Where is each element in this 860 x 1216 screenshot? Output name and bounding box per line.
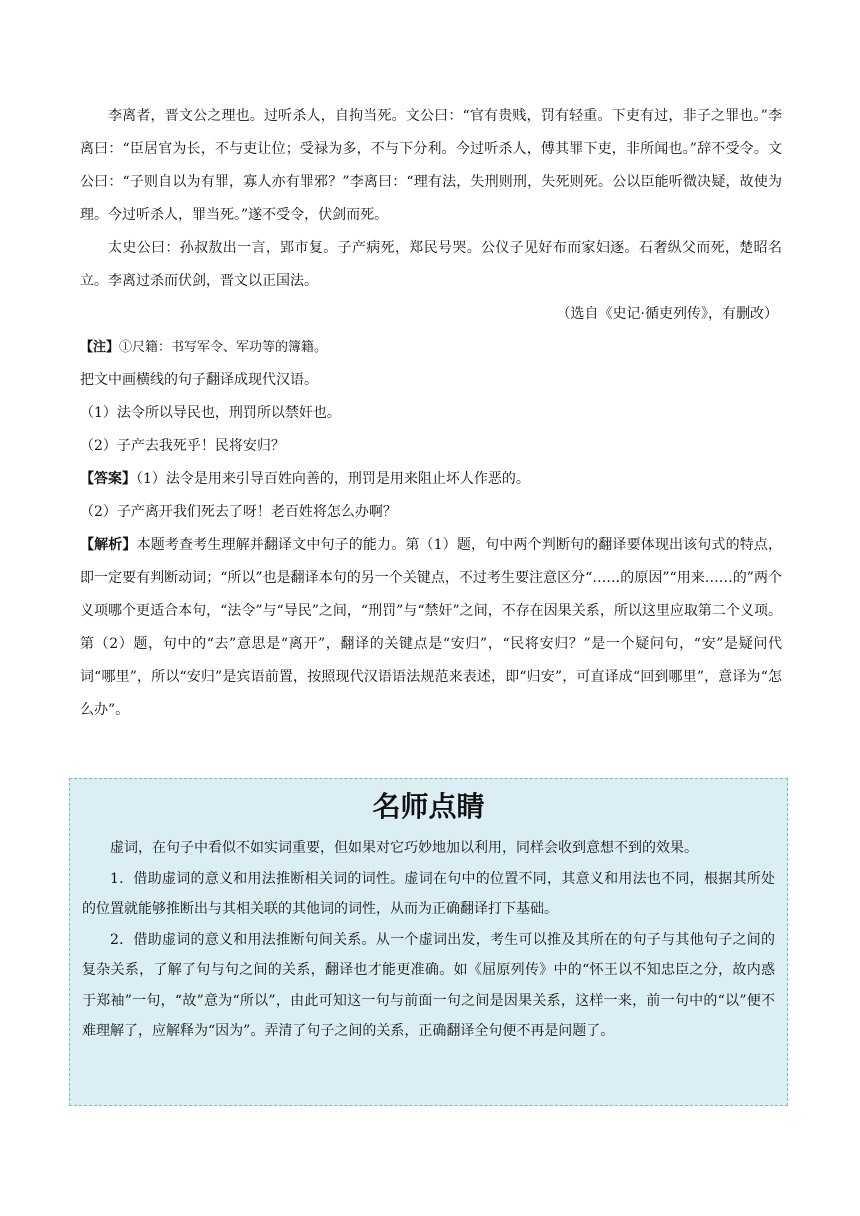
passage-paragraph-1: 李离者，晋文公之理也。过听杀人，自拘当死。文公曰：“官有贵贱，罚有轻重。下吏有过，非子之罪也。”李离曰：“臣居官为长，不与吏让位；受禄为多，不与下分利。今过听杀人，傅其罪下吏，非所闻也。”辞不受令。文公曰：“子则自以为有罪，寡人亦有罪邪？”李离曰：“理有法，失刑则刑，失死则死。公以臣能听微决疑，故使为理。今过听杀人，罪当死。”遂不受令，伏剑而死。 [80,108,782,223]
question-item-2: （2）子产去我死乎！民将安归？ [80,438,285,454]
tip-paragraph-3: 2．借助虚词的意义和用法推断句间关系。从一个虚词出发，考生可以推及其所在的句子与其他句子之间的复杂关系，了解了句与句之间的关系，翻译也才能更准确。如《屈原列传》中的“怀王以不知忠臣之分，故内惑于郑袖”一句，“故”意为“所以”，由此可知这一句与前面一句之间是因果关系，这样一来，前一句中的“以”便不难理解了，应解释为“因为”。弄清了句子之间的关系，正确翻译全句便不再是问题了。 [82,931,775,1039]
analysis-text: 本题考查考生理解并翻译文中句子的能力。第（1）题，句中两个判断句的翻译要体现出该句式的特点，即一定要有判断动词；“所以”也是翻译本句的另一个关键点，不过考生要注意区分“……的原因”“用来……的”两个义项哪个更适合本句，“法令”与“导民”之间，“刑罚”与“禁奸”之间，不存在因果关系，所以这里应取第二个义项。第（2）题，句中的“去”意思是“离开”，翻译的关键点是“安归”，“民将安归？”是一个疑问句，“安”是疑问代词“哪里”，所以“安归”是宾语前置，按照现代汉语语法规范来表述，即“归安”，可直译成“回到哪里”，意译为“怎么办”。 [80,537,783,718]
note-text: ①尺籍：书写军令、军功等的簿籍。 [119,340,328,355]
tip-box-title: 名师点睛 [372,790,485,823]
answer-line-1 [80,463,782,496]
question-prompt: 把文中画横线的句子翻译成现代汉语。 [80,372,318,388]
passage-source: （选自《史记·循吏列传》，有删改） [556,306,778,322]
tip-paragraph-2: 1．借助虚词的意义和用法推断相关词的词性。虚词在句中的位置不同，其意义和用法也不同，根据其所处的位置就能够推断出与其相关联的其他词的词性，从而为正确翻译打下基础。 [82,870,775,917]
document-body [80,100,782,727]
question-item-1: （1）法令所以导民也，刑罚所以禁奸也。 [80,405,341,421]
answer-tag: 【答案】 [80,471,136,487]
passage-paragraph-2: 太史公曰：孙叔敖出一言，郢市复。子产病死，郑民号哭。公仪子见好布而家妇逐。石奢纵父而死，楚昭名立。李离过杀而伏剑，晋文以正国法。 [80,240,782,289]
answer-line-2: （2）子产离开我们死去了呀！老百姓将怎么办啊？ [80,504,397,520]
tip-paragraph-1: 虚词，在句子中看似不如实词重要，但如果对它巧妙地加以利用，同样会收到意想不到的效果。 [110,840,698,856]
tip-box [69,778,788,1106]
answer-text-1: （1）法令是用来引导百姓向善的，刑罚是用来阻止坏人作恶的。 [136,471,530,487]
analysis-tag: 【解析】 [80,537,137,553]
note-line [80,331,782,364]
note-tag: 【注】 [80,340,120,355]
analysis-paragraph [80,529,782,727]
